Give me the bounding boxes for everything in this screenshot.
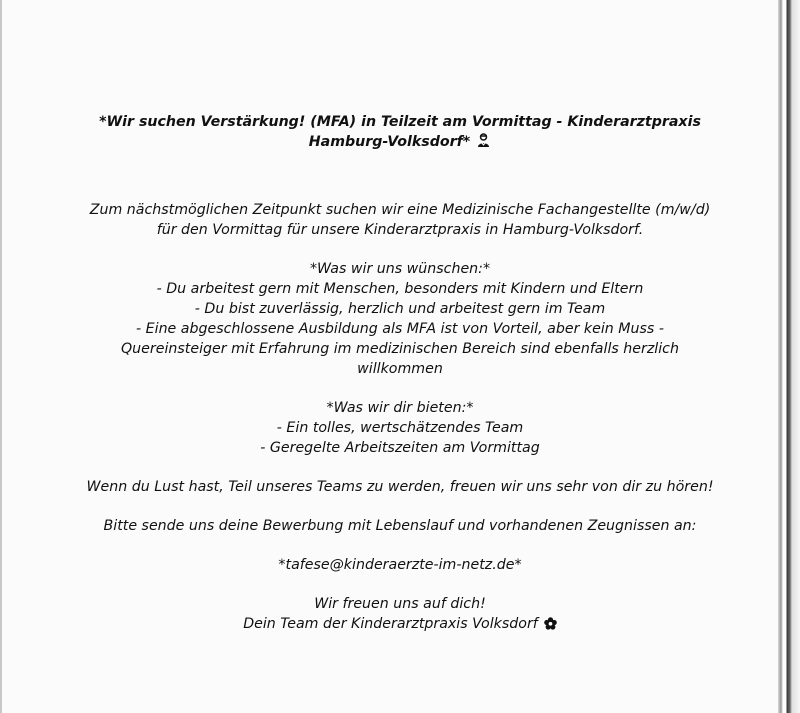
closing-line2: Dein Team der Kinderarztpraxis Volksdorf <box>243 616 538 632</box>
posting-title-line1: *Wir suchen Verstärkung! (MFA) in Teilzeit am Vormittag - Kinderarztpraxis <box>99 114 701 130</box>
closing-line2-wrap <box>60 614 740 636</box>
closing-line1: Wir freuen uns auf dich! <box>314 596 486 612</box>
email-address: *tafese@kinderaerzte-im-netz.de* <box>278 557 522 573</box>
posting-title-line2-wrap <box>60 132 740 154</box>
offer-item: - Ein tolles, wertschätzendes Team <box>276 420 524 436</box>
intro-line1: Zum nächstmöglichen Zeitpunkt suchen wir eine Medizinische Fachangestellte (m/w/d) <box>89 202 711 218</box>
invite-text: Wenn du Lust hast, Teil unseres Teams zu werden, freuen wir uns sehr von dir zu hören! <box>86 479 714 495</box>
wish-item: - Eine abgeschlossene Ausbildung als MFA ist von Vorteil, aber kein Muss - <box>136 321 664 337</box>
doctor-icon <box>476 133 491 154</box>
scan-right-edge <box>778 0 800 713</box>
apply-text: Bitte sende uns deine Bewerbung mit Lebenslauf und vorhandenen Zeugnissen an: <box>103 518 697 534</box>
wish-item: Quereinsteiger mit Erfahrung im medizinischen Bereich sind ebenfalls herzlich <box>121 341 679 357</box>
posting-title-line2: Hamburg-Volksdorf* <box>308 134 471 150</box>
flower-icon <box>544 616 557 636</box>
wish-item: - Du bist zuverlässig, herzlich und arbeitest gern im Team <box>194 301 606 317</box>
wish-item: - Du arbeitest gern mit Menschen, besonders mit Kindern und Eltern <box>156 281 644 297</box>
wishes-heading: *Was wir uns wünschen:* <box>309 261 491 277</box>
job-posting <box>60 112 740 636</box>
offer-heading: *Was wir dir bieten:* <box>326 400 474 416</box>
scan-left-edge <box>0 0 2 713</box>
offer-item: - Geregelte Arbeitszeiten am Vormittag <box>260 440 540 456</box>
intro-line2: für den Vormittag für unsere Kinderarztpraxis in Hamburg-Volksdorf. <box>156 222 644 238</box>
wish-item: willkommen <box>357 361 443 377</box>
